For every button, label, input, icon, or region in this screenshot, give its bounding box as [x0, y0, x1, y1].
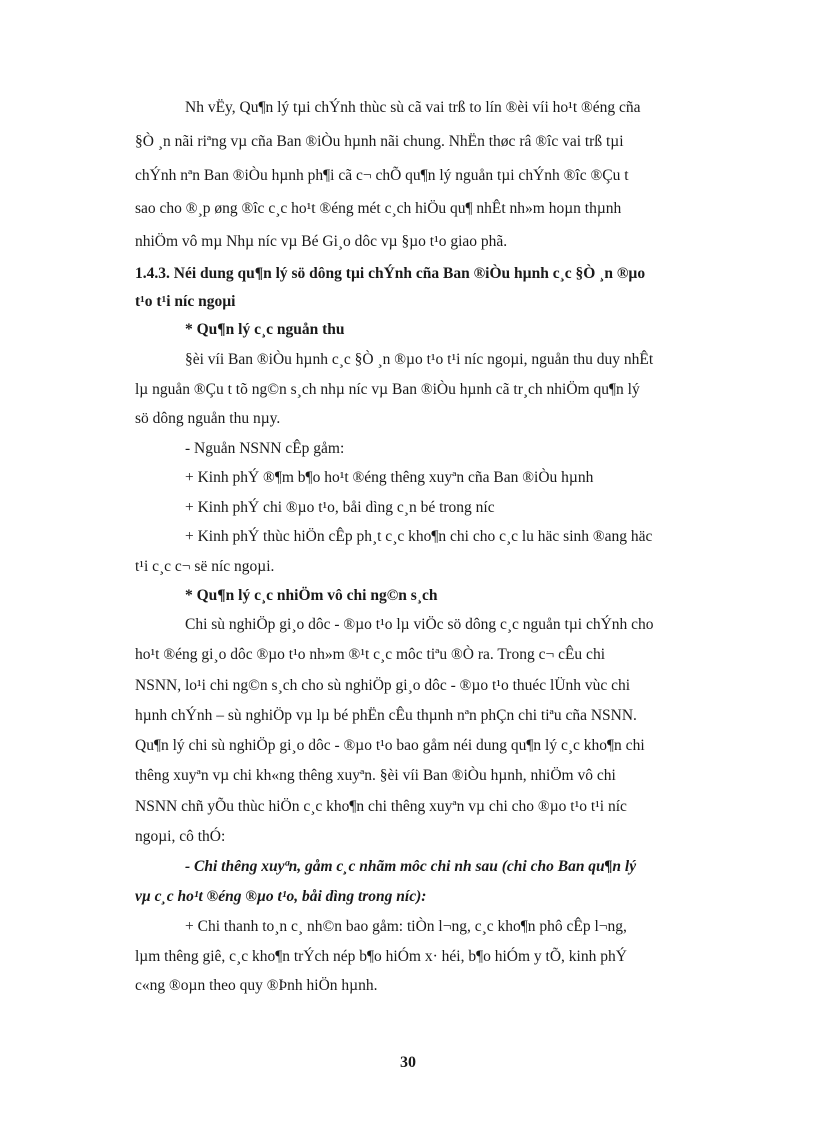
- text-line: sö dông nguån thu nµy.: [135, 410, 281, 427]
- text-line: thêng xuyªn vµ chi kh«ng thêng xuyªn. §èi víi Ban ®iÒu hµnh, nhiÖm vô chi: [135, 767, 616, 784]
- text-line: sao cho ®¸p øng ®îc c¸c ho¹t ®éng mét c¸ch hiÖu qu¶ nhÊt nh»m hoµn thµnh: [135, 200, 622, 217]
- text-line: Nh vËy, Qu¶n lý tµi chÝnh thùc sù cã vai trß to lín ®èi víi ho¹t ®éng cña: [185, 99, 641, 116]
- text-line: lµm thêng giê, c¸c kho¶n trÝch nép b¶o hiÓm x· héi, b¶o hiÓm y tÕ, kinh phÝ: [135, 948, 627, 965]
- text-line: + Kinh phÝ chi ®µo t¹o, båi dìng c¸n bé trong níc: [185, 499, 495, 516]
- text-line: lµ nguån ®Çu t tõ ng©n s¸ch nhµ níc vµ Ban ®iÒu hµnh cã tr¸ch nhiÖm qu¶n lý: [135, 381, 640, 398]
- emphasis-line: - Chi thêng xuyªn, gåm c¸c nhãm môc chi nh sau (chi cho Ban qu¶n lý: [185, 858, 637, 875]
- emphasis-line: vµ c¸c ho¹t ®éng ®µo t¹o, båi dìng trong níc):: [135, 888, 427, 905]
- section-heading: t¹o t¹i níc ngoµi: [135, 293, 236, 310]
- text-line: chÝnh nªn Ban ®iÒu hµnh ph¶i cã c¬ chÕ qu¶n lý nguån tµi chÝnh ®îc ®Çu t: [135, 167, 629, 184]
- text-line: - Nguån NSNN cÊp gåm:: [185, 440, 345, 457]
- text-line: Chi sù nghiÖp gi¸o dôc - ®µo t¹o lµ viÖc sö dông c¸c nguån tµi chÝnh cho: [185, 616, 654, 633]
- sub-heading: * Qu¶n lý c¸c nguån thu: [185, 321, 345, 338]
- text-line: Qu¶n lý chi sù nghiÖp gi¸o dôc - ®µo t¹o bao gåm néi dung qu¶n lý c¸c kho¶n chi: [135, 737, 645, 754]
- text-line: ngoµi, cô thÓ:: [135, 828, 226, 845]
- text-line: NSNN, lo¹i chi ng©n s¸ch cho sù nghiÖp gi¸o dôc - ®µo t¹o thuéc lÜnh vùc chi: [135, 677, 631, 694]
- text-line: + Kinh phÝ thùc hiÖn cÊp ph¸t c¸c kho¶n chi cho c¸c lu häc sinh ®ang häc: [185, 528, 653, 545]
- page-number: 30: [400, 1054, 416, 1071]
- text-line: + Chi thanh to¸n c¸ nh©n bao gåm: tiÒn l¬ng, c¸c kho¶n phô cÊp l¬ng,: [185, 918, 627, 935]
- text-line: nhiÖm vô mµ Nhµ níc vµ Bé Gi¸o dôc vµ §µo t¹o giao phã.: [135, 233, 508, 250]
- sub-heading: * Qu¶n lý c¸c nhiÖm vô chi ng©n s¸ch: [185, 587, 438, 604]
- text-line: §Ò ¸n nãi riªng vµ cña Ban ®iÒu hµnh nãi chung. NhËn thøc râ ®îc vai trß tµi: [135, 133, 624, 150]
- text-line: hµnh chÝnh – sù nghiÖp vµ lµ bé phËn cÊu thµnh nªn phÇn chi tiªu cña NSNN.: [135, 707, 637, 724]
- section-heading: 1.4.3. Néi dung qu¶n lý sö dông tµi chÝnh cña Ban ®iÒu hµnh c¸c §Ò ¸n ®µo: [135, 265, 646, 282]
- text-line: ho¹t ®éng gi¸o dôc ®µo t¹o nh»m ®¹t c¸c môc tiªu ®Ò ra. Trong c¬ cÊu chi: [135, 646, 605, 663]
- text-line: NSNN chñ yÕu thùc hiÖn c¸c kho¶n chi thêng xuyªn vµ chi cho ®µo t¹o t¹i níc: [135, 798, 627, 815]
- text-line: §èi víi Ban ®iÒu hµnh c¸c §Ò ¸n ®µo t¹o t¹i níc ngoµi, nguån thu duy nhÊt: [185, 351, 654, 368]
- text-line: c«ng ®oµn theo quy ®Þnh hiÖn hµnh.: [135, 977, 378, 994]
- text-line: t¹i c¸c c¬ së níc ngoµi.: [135, 558, 275, 575]
- text-line: + Kinh phÝ ®¶m b¶o ho¹t ®éng thêng xuyªn cña Ban ®iÒu hµnh: [185, 469, 594, 486]
